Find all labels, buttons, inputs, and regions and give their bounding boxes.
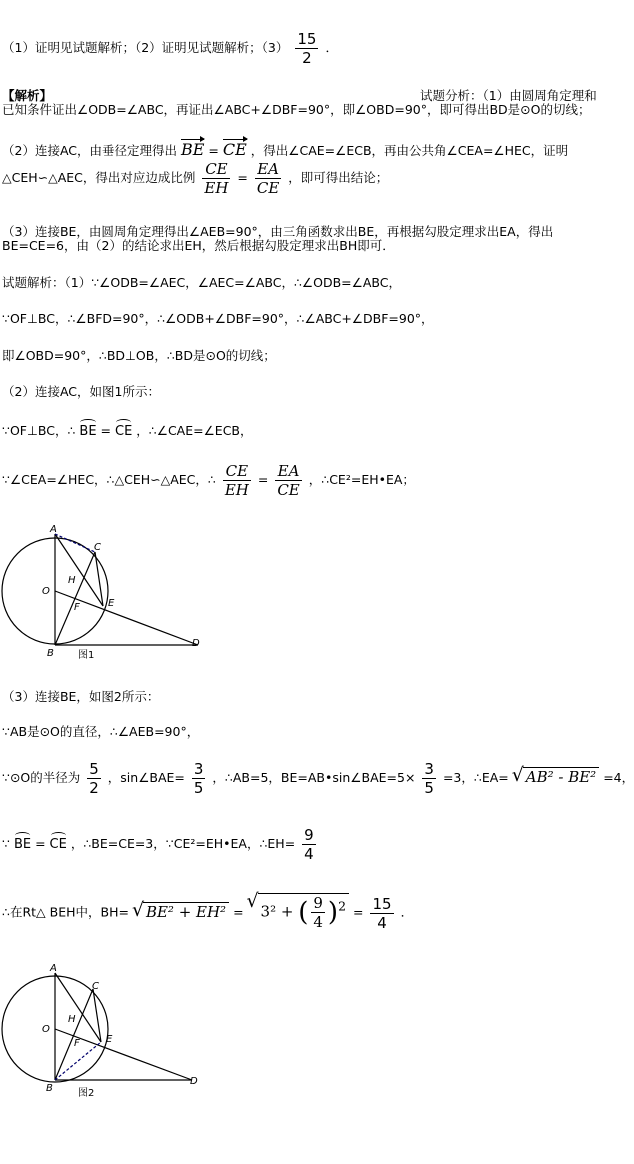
analysis-p3-line1: （3）连接BE，由圆周角定理得出∠AEB=90°，由三角函数求出BE，再根据勾股定理求出EA，得出 <box>2 224 554 239</box>
analysis-p2-text-a: （2）连接AC，由垂径定理得出 <box>2 143 178 158</box>
frac-num: CE <box>205 160 228 178</box>
analysis-header: 【解析】 <box>2 88 53 103</box>
fraction-15-4 <box>370 895 393 932</box>
frac-num: 5 <box>89 760 99 778</box>
solution-line-1: 试题解析：（1）∵∠ODB=∠AEC，∠AEC=∠ABC，∴∠ODB=∠ABC， <box>2 275 401 290</box>
fig1-caption: 图1 <box>78 650 95 661</box>
equals-sign: = <box>353 904 364 920</box>
fig1-label-d: D <box>192 638 200 649</box>
answer-line <box>2 30 338 67</box>
solution-line-6: ∵∠CEA=∠HEC，∴△CEH∽△AEC，∴ $\frac{CE}{EH}$ = $\frac{EA}{CE}$ ，∴CE²=EH•EA； <box>2 462 415 499</box>
frac-den: CE <box>256 179 280 197</box>
arc-ce-symbol: CE <box>222 140 247 159</box>
fig2-label-o: O <box>42 1024 50 1035</box>
solution-line-7: （3）连接BE，如图2所示： <box>2 689 160 704</box>
fraction-ea-ce <box>275 462 301 499</box>
solution-line-5 <box>2 421 253 439</box>
fraction-3-5-b <box>422 760 436 797</box>
fraction-5-2 <box>87 760 101 797</box>
solution-l9-text-a: ∵⊙O的半径为 <box>2 770 81 785</box>
solution-line-3: 即∠OBD=90°，∴BD⊥OB，∴BD是⊙O的切线； <box>2 348 276 363</box>
analysis-p2-text-c: △CEH∽△AEC，得出对应边成比例 <box>2 170 196 185</box>
fig2-label-e: E <box>106 1034 113 1045</box>
solution-l9-text-b: ，sin∠BAE= <box>107 770 185 785</box>
arc-be-symbol: BE <box>181 140 205 159</box>
analysis-intro-line2: 已知条件证出∠ODB=∠ABC，再证出∠ABC+∠DBF=90°，即∠OBD=90°，即可得出BD是⊙O的切线； <box>2 102 591 117</box>
analysis-p2-text-b: ，得出∠CAE=∠ECB，再由公共角∠CEA=∠HEC，证明 <box>250 143 569 158</box>
fig1-label-h: H <box>68 575 76 586</box>
solution-l5-text-b: ，∴∠CAE=∠ECB， <box>136 423 253 438</box>
frac-num: 9 <box>304 826 314 844</box>
arc-be-symbol: BE <box>14 834 31 852</box>
fig2-label-a: A <box>50 963 57 974</box>
solution-l6-text-a: ∵∠CEA=∠HEC，∴△CEH∽△AEC，∴ <box>2 472 216 487</box>
fig1-line-od <box>55 591 198 645</box>
solution-line-10 <box>2 826 319 863</box>
fig1-line-ce <box>95 552 103 606</box>
solution-l11-text-a: ∴在Rt△ BEH中，BH= <box>2 904 129 920</box>
figure-2 <box>0 960 220 1105</box>
solution-l5-text-a: ∵OF⊥BC，∴ <box>2 423 76 438</box>
frac-num: EA <box>257 160 279 178</box>
fig2-label-b: B <box>46 1083 53 1094</box>
frac-den: 4 <box>370 913 393 932</box>
solution-l9-text-e: =4， <box>603 770 634 785</box>
fig2-label-d: D <box>190 1076 198 1087</box>
analysis-p2-text-d: ，即可得出结论； <box>288 170 389 185</box>
solution-line-11 <box>2 893 413 932</box>
fig1-label-e: E <box>108 598 115 609</box>
frac-den: 5 <box>424 779 434 797</box>
solution-line-4: （2）连接AC，如图1所示： <box>2 384 160 399</box>
fig1-label-b: B <box>47 648 54 659</box>
sqrt-term: 3² + <box>260 902 294 921</box>
answer-frac-num: 15 <box>297 30 317 48</box>
fig1-label-a: A <box>50 524 57 535</box>
frac-num: 3 <box>193 760 204 778</box>
frac-den: CE <box>277 481 300 499</box>
solution-line-9 <box>2 760 634 797</box>
figure-1 <box>0 520 220 665</box>
solution-l6-text-b: ，∴CE²=EH•EA； <box>308 472 415 487</box>
fraction-3-5 <box>192 760 206 797</box>
solution-line-8: ∵AB是⊙O的直径，∴∠AEB=90°， <box>2 724 200 739</box>
fig2-line-od <box>55 1029 192 1080</box>
analysis-p2-line2: △CEH∽△AEC，得出对应边成比例 $\frac{CE}{EH}$ = $\frac{EA}{CE}$ ，即可得出结论； <box>2 160 389 197</box>
fig2-caption: 图2 <box>78 1088 95 1099</box>
frac-den: EH <box>204 179 229 197</box>
frac-num: 9 <box>313 894 323 912</box>
sqrt-expression: √ AB² - BE² <box>523 767 599 786</box>
equals-sign: = <box>208 143 219 158</box>
solution-l10-text-a: ∵ <box>2 836 10 851</box>
solution-l9-text-d: =3，∴EA= <box>442 770 509 785</box>
frac-den: 2 <box>89 779 99 797</box>
fig2-line-bc <box>55 989 93 1080</box>
answer-text: （1）证明见试题解析；（2）证明见试题解析；（3） <box>2 40 289 55</box>
equals-sign: = <box>233 904 244 920</box>
fig2-label-h: H <box>68 1014 76 1025</box>
frac-num: 3 <box>424 760 434 778</box>
frac-num: CE <box>225 462 249 480</box>
frac-den: 4 <box>313 913 323 931</box>
frac-den: 4 <box>304 845 314 863</box>
sqrt-expression-2: √ 3² + ( $\frac{9}{4}$ )$^2$ <box>258 893 350 931</box>
solution-line-2: ∵OF⊥BC，∴∠BFD=90°，∴∠ODB+∠DBF=90°，∴∠ABC+∠DBF=90°， <box>2 311 434 326</box>
fig1-label-f: F <box>74 602 80 613</box>
answer-frac-den: 2 <box>295 48 318 67</box>
fraction-ce-eh <box>202 160 230 197</box>
arc-ce-symbol: CE <box>50 834 67 852</box>
exponent: 2 <box>338 898 347 914</box>
arc-ce-symbol: CE <box>115 421 132 439</box>
analysis-p3-line2: BE=CE=6，由（2）的结论求出EH，然后根据勾股定理求出BH即可． <box>2 238 395 253</box>
solution-l11-end: ． <box>400 904 414 920</box>
answer-fraction <box>295 30 318 67</box>
fraction-9-4 <box>302 826 316 863</box>
analysis-intro-right: 试题分析：（1）由圆周角定理和 <box>420 88 597 103</box>
fig1-label-c: C <box>94 542 101 553</box>
frac-den: 5 <box>193 779 204 797</box>
frac-den: EH <box>224 481 249 499</box>
analysis-p2-line1 <box>2 140 568 159</box>
sqrt-expression: √ BE² + EH² <box>143 902 229 921</box>
arc-be-symbol: BE <box>79 421 96 439</box>
fig1-label-o: O <box>42 586 50 597</box>
frac-num: 15 <box>372 894 392 913</box>
fig2-label-f: F <box>74 1038 80 1049</box>
fraction-ce-eh <box>223 462 251 499</box>
solution-l10-text-b: ，∴BE=CE=3，∵CE²=EH•EA，∴EH= <box>70 836 296 851</box>
fraction-ea-ce <box>255 160 281 197</box>
equals-sign: = <box>35 836 46 851</box>
frac-num: EA <box>277 462 300 480</box>
fig2-label-c: C <box>92 981 99 992</box>
equals-sign: = <box>100 423 112 438</box>
solution-l9-text-c: ，∴AB=5，BE=AB•sin∠BAE=5× <box>212 770 416 785</box>
answer-end: ． <box>325 40 338 55</box>
